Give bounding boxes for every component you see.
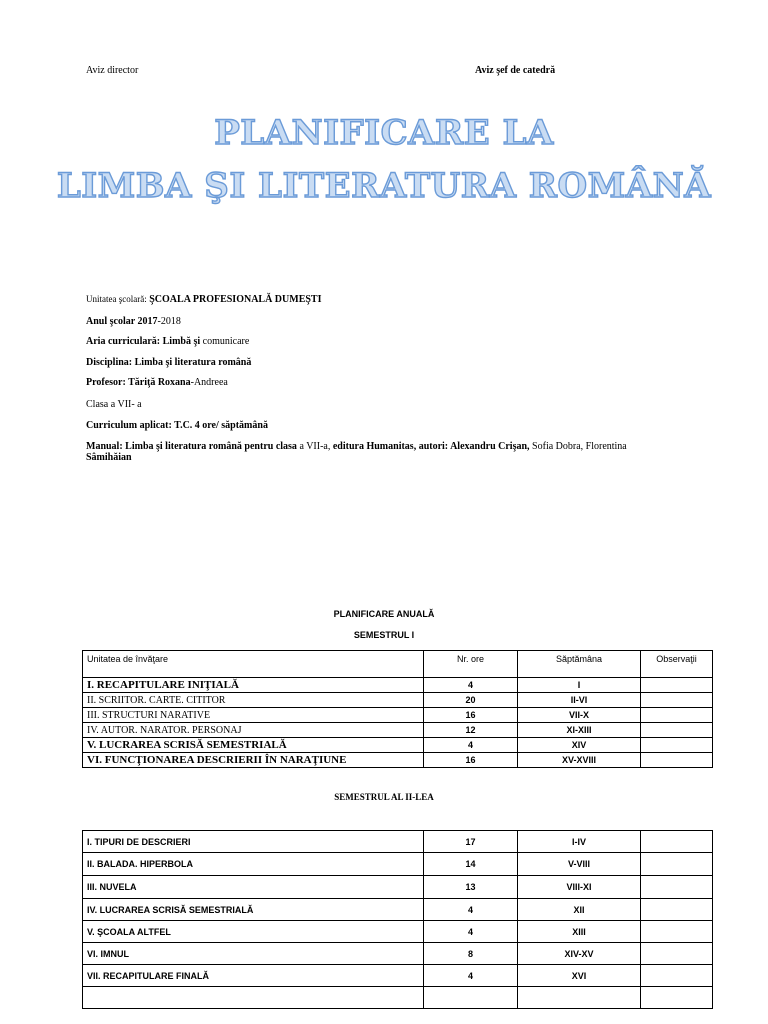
table-row: IV. AUTOR. NARATOR. PERSONAJ 12 XI-XIII (83, 723, 713, 738)
table-row: II. BALADA. HIPERBOLA 14 V-VIII (83, 853, 713, 876)
table-row: VI. FUNCŢIONAREA DESCRIERII ÎN NARAŢIUNE 16 XV-XVIII (83, 753, 713, 768)
table-row: IV. LUCRAREA SCRISĂ SEMESTRIALĂ 4 XII (83, 899, 713, 921)
table-row: V. ŞCOALA ALTFEL 4 XIII (83, 921, 713, 943)
table-row: III. NUVELA 13 VIII-XI (83, 876, 713, 899)
aria-curriculara: Aria curriculară: Limbă şi comunicare (86, 336, 250, 347)
header-unitate: Unitatea de învăţare (83, 651, 424, 678)
table-row (83, 987, 713, 1009)
table-row: I. RECAPITULARE INIŢIALĂ 4 I (83, 678, 713, 693)
header-saptamana: Săptămâna (518, 651, 641, 678)
table-row: III. STRUCTURI NARATIVE 16 VII-X (83, 708, 713, 723)
semestrul2-table (82, 830, 713, 1009)
disciplina: Disciplina: Limba şi literatura română (86, 357, 252, 368)
table-row: V. LUCRAREA SCRISĂ SEMESTRIALĂ 4 XIV (83, 738, 713, 753)
profesor: Profesor: Tăriţă Roxana-Andreea (86, 377, 228, 388)
table-header-row (83, 651, 713, 678)
manual: Manual: Limba şi literatura română pentru clasa a VII-a, editura Humanitas, autori: Alexandru Crişan, Sofia Dobra, Florentina Sâmihăian (86, 441, 627, 463)
header-nr-ore: Nr. ore (424, 651, 518, 678)
clasa: Clasa a VII- a (86, 399, 142, 410)
anul-scolar: Anul şcolar 2017-2018 (86, 316, 181, 327)
semestrul1-heading: SEMESTRUL I (353, 630, 415, 640)
curriculum-aplicat: Curriculum aplicat: T.C. 4 ore/ săptămână (86, 420, 268, 431)
aviz-sef-catedra: Aviz şef de catedră (475, 65, 556, 76)
table-row: I. TIPURI DE DESCRIERI 17 I-IV (83, 831, 713, 853)
document-title-line2: LIMBA ŞI LITERATURA ROMÂNĂ (56, 166, 712, 206)
unitatea-scolara: Unitatea şcolară: ŞCOALA PROFESIONALĂ DUMEŞTI (86, 294, 322, 305)
semestrul1-table (82, 650, 713, 768)
table-row: VI. IMNUL 8 XIV-XV (83, 943, 713, 965)
planificare-anuala-heading: PLANIFICARE ANUALĂ (333, 609, 435, 619)
document-title-line1: PLANIFICARE LA (214, 113, 554, 153)
table-row: VII. RECAPITULARE FINALĂ 4 XVI (83, 965, 713, 987)
table-row: II. SCRIITOR. CARTE. CITITOR 20 II-VI (83, 693, 713, 708)
semestrul2-heading: SEMESTRUL AL II-LEA (334, 792, 434, 802)
header-observatii: Observaţii (641, 651, 713, 678)
aviz-director: Aviz director (86, 65, 139, 76)
